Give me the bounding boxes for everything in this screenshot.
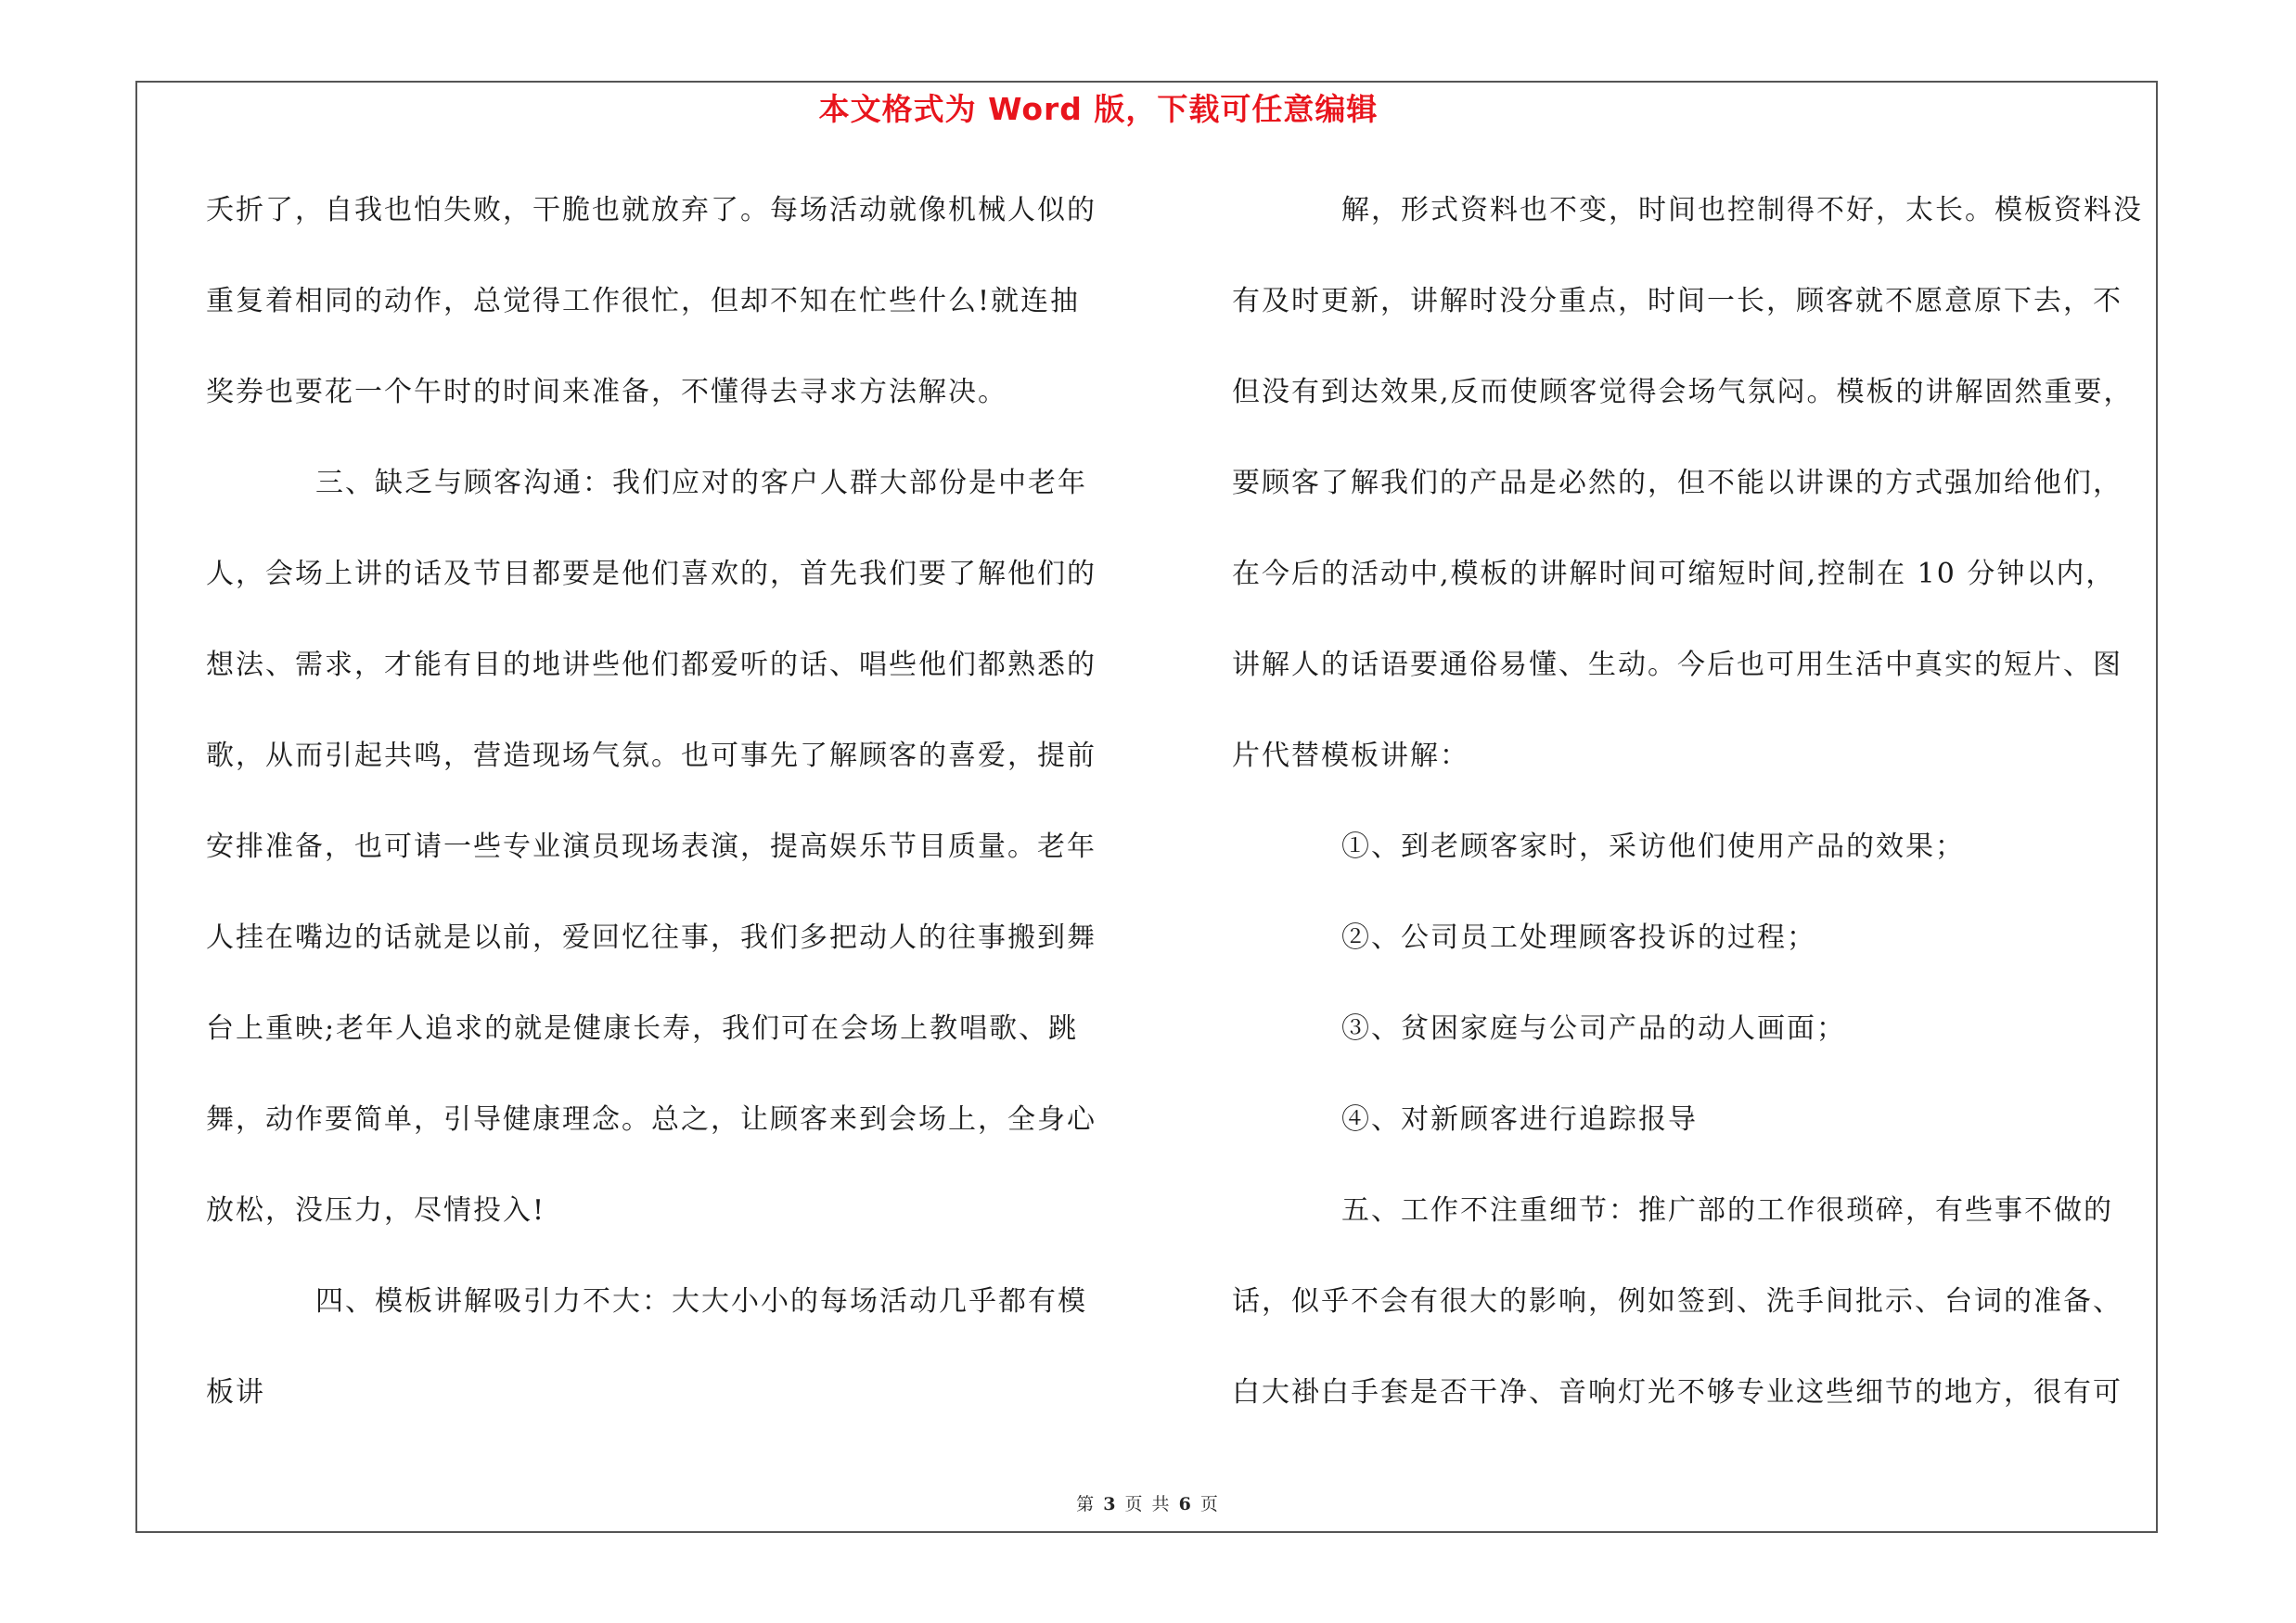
page-number-footer (0, 1490, 2296, 1515)
word-format-banner: 本文格式为 Word 版，下载可任意编辑 (818, 91, 1379, 127)
text-line: 想法、需求，才能有目的地讲些他们都爱听的话、唱些他们都熟悉的 (206, 649, 1097, 681)
text-line: 歌，从而引起共鸣，营造现场气氛。也可事先了解顾客的喜爱，提前 (206, 740, 1097, 772)
text-line: 夭折了，自我也怕失败，干脆也就放弃了。每场活动就像机械人似的 (206, 194, 1097, 226)
text-line: 放松，没压力，尽情投入! (206, 1194, 546, 1227)
text-line: 板讲 (206, 1376, 265, 1409)
right-text-column (1232, 165, 2163, 1438)
list-item: ④、对新顾客进行追踪报导 (1341, 1103, 1698, 1136)
text-line: 解，形式资料也不变，时间也控制得不好，太长。模板资料没 (1341, 194, 2143, 226)
text-line: 舞，动作要简单，引导健康理念。总之，让顾客来到会场上，全身心 (206, 1103, 1097, 1136)
section-heading-line: 三、缺乏与顾客沟通：我们应对的客户人群大部份是中老年 (315, 467, 1087, 499)
text-line: 有及时更新，讲解时没分重点，时间一长，顾客就不愿意原下去，不 (1232, 285, 2123, 317)
text-line: 安排准备，也可请一些专业演员现场表演，提高娱乐节目质量。老年 (206, 831, 1097, 863)
text-line: 片代替模板讲解： (1232, 740, 1469, 772)
text-line: 要顾客了解我们的产品是必然的，但不能以讲课的方式强加给他们， (1232, 467, 2123, 499)
text-line: 奖券也要花一个午时的时间来准备，不懂得去寻求方法解决。 (206, 376, 1007, 408)
current-page-number: 3 (1103, 1494, 1118, 1514)
footer-prefix: 第 (1076, 1494, 1097, 1514)
list-item: ②、公司员工处理顾客投诉的过程； (1341, 921, 1816, 954)
left-text-column (206, 165, 1134, 1438)
text-line: 但没有到达效果,反而使顾客觉得会场气氛闷。模板的讲解固然重要， (1232, 376, 2134, 408)
text-line: 话，似乎不会有很大的影响，例如签到、洗手间批示、台词的准备、 (1232, 1285, 2123, 1318)
text-line: 讲解人的话语要通俗易懂、生动。今后也可用生活中真实的短片、图 (1232, 649, 2123, 681)
text-line: 在今后的活动中,模板的讲解时间可缩短时间,控制在 10 分钟以内， (1232, 558, 2116, 590)
list-item: ③、贫困家庭与公司产品的动人画面； (1341, 1012, 1846, 1045)
text-line: 白大褂白手套是否干净、音响灯光不够专业这些细节的地方，很有可 (1232, 1376, 2123, 1409)
section-heading-line: 五、工作不注重细节：推广部的工作很琐碎，有些事不做的 (1341, 1194, 2113, 1227)
footer-suffix: 页 (1199, 1494, 1220, 1514)
footer-middle: 页 共 (1124, 1494, 1172, 1514)
section-heading-line: 四、模板讲解吸引力不大：大大小小的每场活动几乎都有模 (315, 1285, 1087, 1318)
text-line: 人挂在嘴边的话就是以前，爱回忆往事，我们多把动人的往事搬到舞 (206, 921, 1097, 954)
total-pages-number: 6 (1178, 1494, 1193, 1514)
list-item: ①、到老顾客家时，采访他们使用产品的效果； (1341, 831, 1965, 863)
text-line: 人，会场上讲的话及节目都要是他们喜欢的，首先我们要了解他们的 (206, 558, 1097, 590)
text-line: 重复着相同的动作，总觉得工作很忙，但却不知在忙些什么!就连抽 (206, 285, 1081, 317)
text-line: 台上重映;老年人追求的就是健康长寿，我们可在会场上教唱歌、跳 (206, 1012, 1079, 1045)
